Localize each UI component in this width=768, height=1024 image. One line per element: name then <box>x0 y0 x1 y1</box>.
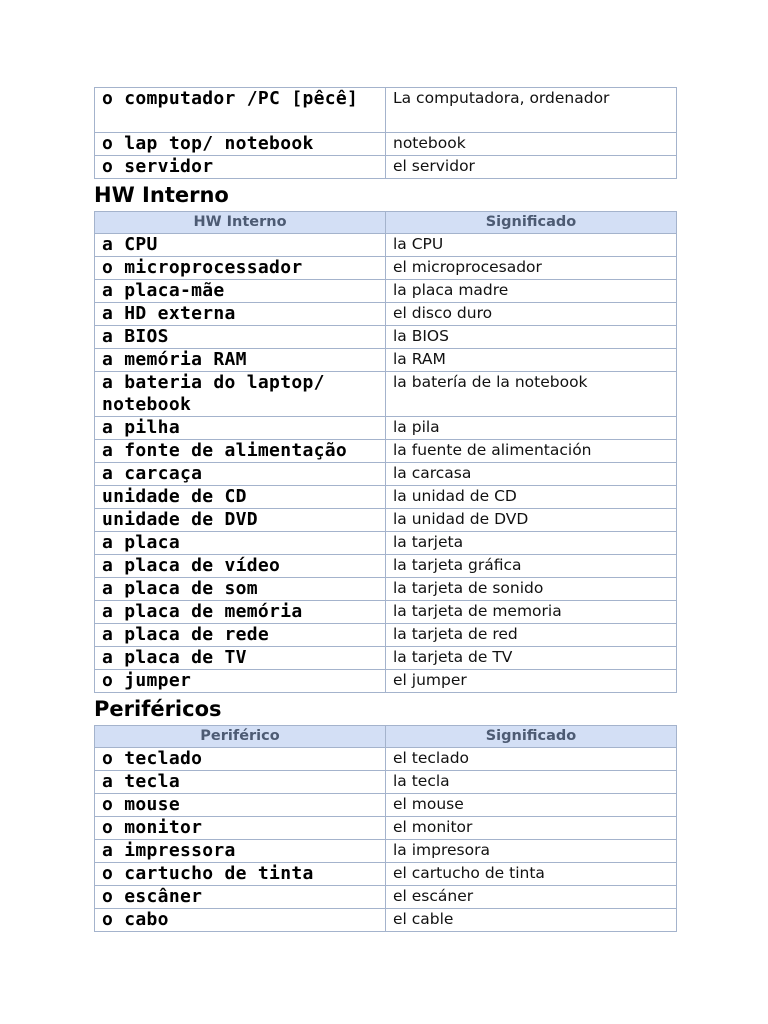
portuguese-term: o lap top/ notebook <box>95 133 386 156</box>
spanish-meaning: la unidad de CD <box>386 486 677 509</box>
table-row <box>95 624 677 647</box>
spanish-meaning: la tecla <box>386 771 677 794</box>
table-row <box>95 463 677 486</box>
hw-interno-table <box>94 211 677 693</box>
portuguese-term: a CPU <box>95 234 386 257</box>
spanish-meaning: la tarjeta <box>386 532 677 555</box>
computer-vocab-body <box>95 88 677 179</box>
perifericos-body <box>95 748 677 932</box>
portuguese-term: o servidor <box>95 156 386 179</box>
table-row <box>95 794 677 817</box>
document-page <box>94 87 676 932</box>
portuguese-term: a placa de rede <box>95 624 386 647</box>
table-row <box>95 88 677 133</box>
table-row <box>95 863 677 886</box>
portuguese-term: a bateria do laptop/ notebook <box>95 372 386 417</box>
spanish-meaning: el monitor <box>386 817 677 840</box>
spanish-meaning: el teclado <box>386 748 677 771</box>
portuguese-term: o cabo <box>95 909 386 932</box>
spanish-meaning: el servidor <box>386 156 677 179</box>
portuguese-term: a placa de TV <box>95 647 386 670</box>
table-row <box>95 440 677 463</box>
portuguese-term: o teclado <box>95 748 386 771</box>
table-row <box>95 670 677 693</box>
spanish-meaning: el disco duro <box>386 303 677 326</box>
section-title-hw-interno: HW Interno <box>94 183 229 207</box>
portuguese-term: a BIOS <box>95 326 386 349</box>
portuguese-term: a tecla <box>95 771 386 794</box>
portuguese-term: a fonte de alimentação <box>95 440 386 463</box>
portuguese-term: a placa de memória <box>95 601 386 624</box>
table-row <box>95 748 677 771</box>
portuguese-term: o jumper <box>95 670 386 693</box>
table-row <box>95 257 677 280</box>
table-row <box>95 840 677 863</box>
portuguese-term: a pilha <box>95 417 386 440</box>
table-row <box>95 486 677 509</box>
table-row <box>95 372 677 417</box>
spanish-meaning: el mouse <box>386 794 677 817</box>
portuguese-term: o cartucho de tinta <box>95 863 386 886</box>
spanish-meaning: el microprocesador <box>386 257 677 280</box>
table-row <box>95 280 677 303</box>
table-row <box>95 303 677 326</box>
computer-vocab-table <box>94 87 677 179</box>
column-header-meaning: Significado <box>386 726 677 748</box>
spanish-meaning: la impresora <box>386 840 677 863</box>
spanish-meaning: el escáner <box>386 886 677 909</box>
portuguese-term: a memória RAM <box>95 349 386 372</box>
spanish-meaning: la fuente de alimentación <box>386 440 677 463</box>
portuguese-term: unidade de CD <box>95 486 386 509</box>
table-row <box>95 234 677 257</box>
portuguese-term: a placa de som <box>95 578 386 601</box>
table-header-row <box>95 212 677 234</box>
portuguese-term: a HD externa <box>95 303 386 326</box>
portuguese-term: a placa <box>95 532 386 555</box>
spanish-meaning: el cable <box>386 909 677 932</box>
spanish-meaning: la carcasa <box>386 463 677 486</box>
spanish-meaning: la tarjeta gráfica <box>386 555 677 578</box>
portuguese-term: a placa de vídeo <box>95 555 386 578</box>
table-row <box>95 349 677 372</box>
hw-interno-body <box>95 234 677 693</box>
table-row <box>95 771 677 794</box>
table-row <box>95 555 677 578</box>
spanish-meaning: la RAM <box>386 349 677 372</box>
portuguese-term: a carcaça <box>95 463 386 486</box>
table-row <box>95 909 677 932</box>
spanish-meaning: la tarjeta de sonido <box>386 578 677 601</box>
table-row <box>95 601 677 624</box>
spanish-meaning: la batería de la notebook <box>386 372 677 417</box>
table-row <box>95 156 677 179</box>
spanish-meaning: la tarjeta de red <box>386 624 677 647</box>
spanish-meaning: la CPU <box>386 234 677 257</box>
spanish-meaning: la tarjeta de memoria <box>386 601 677 624</box>
spanish-meaning: La computadora, ordenador <box>386 88 677 133</box>
spanish-meaning: la unidad de DVD <box>386 509 677 532</box>
table-row <box>95 532 677 555</box>
table-row <box>95 647 677 670</box>
table-row <box>95 886 677 909</box>
section-title-perifericos: Periféricos <box>94 697 222 721</box>
column-header-term: Periférico <box>95 726 386 748</box>
table-row <box>95 326 677 349</box>
table-row <box>95 578 677 601</box>
spanish-meaning: el jumper <box>386 670 677 693</box>
portuguese-term: o mouse <box>95 794 386 817</box>
portuguese-term: a impressora <box>95 840 386 863</box>
portuguese-term: o escâner <box>95 886 386 909</box>
table-row <box>95 417 677 440</box>
table-row <box>95 509 677 532</box>
column-header-meaning: Significado <box>386 212 677 234</box>
portuguese-term: unidade de DVD <box>95 509 386 532</box>
portuguese-term: o microprocessador <box>95 257 386 280</box>
spanish-meaning: el cartucho de tinta <box>386 863 677 886</box>
portuguese-term: o computador /PC [pêcê] <box>95 88 386 133</box>
perifericos-table <box>94 725 677 932</box>
table-row <box>95 817 677 840</box>
spanish-meaning: la pila <box>386 417 677 440</box>
spanish-meaning: la BIOS <box>386 326 677 349</box>
table-row <box>95 133 677 156</box>
table-header-row <box>95 726 677 748</box>
portuguese-term: o monitor <box>95 817 386 840</box>
spanish-meaning: notebook <box>386 133 677 156</box>
column-header-term: HW Interno <box>95 212 386 234</box>
spanish-meaning: la placa madre <box>386 280 677 303</box>
spanish-meaning: la tarjeta de TV <box>386 647 677 670</box>
portuguese-term: a placa-mãe <box>95 280 386 303</box>
